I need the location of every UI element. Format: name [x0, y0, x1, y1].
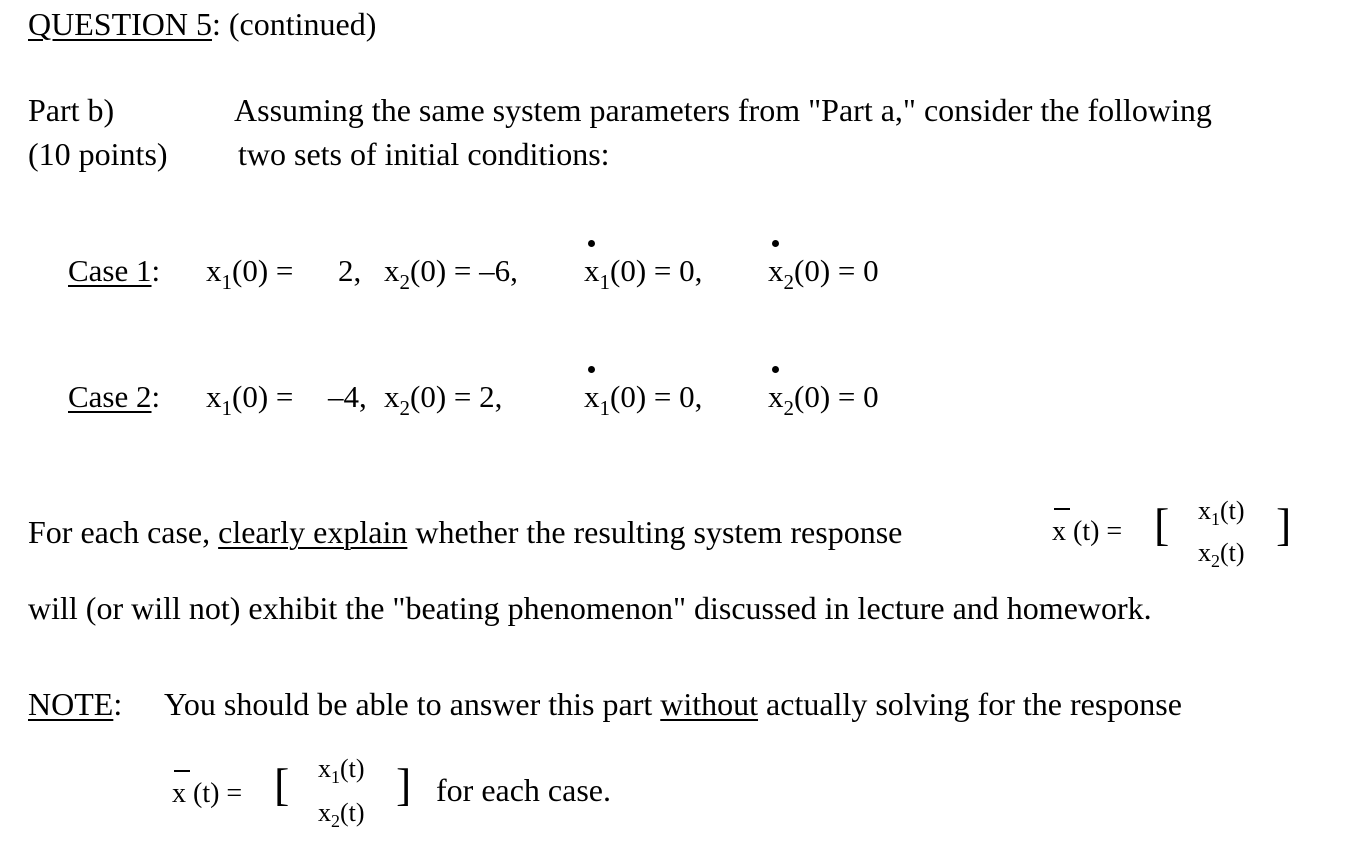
part-points: (10 points): [28, 136, 168, 172]
arg-zero: (0): [232, 379, 269, 414]
subscript-2: 2: [783, 270, 794, 294]
arg-t: (t): [340, 798, 365, 827]
arg-t: (t): [1220, 538, 1245, 567]
question-suffix: : (continued): [211, 6, 377, 42]
overbar: [1054, 508, 1070, 510]
explain-after: whether the resulting system response: [407, 514, 903, 550]
note-colon: :: [113, 686, 123, 722]
arg-zero: (0): [610, 253, 647, 288]
x-symbol: x: [206, 253, 222, 288]
open-bracket: [: [1154, 499, 1170, 550]
case-1-colon: :: [151, 253, 161, 288]
note-line: [28, 688, 122, 720]
case-1-x2: [384, 253, 518, 294]
vector-lhs: x (t) =: [1052, 516, 1123, 547]
case-2-colon: :: [151, 379, 161, 414]
close-bracket: ]: [396, 759, 412, 810]
explain-before: For each case,: [28, 514, 219, 550]
x-symbol: x: [1198, 496, 1211, 525]
arg-zero: (0): [610, 379, 647, 414]
case-2-x1-value: ‒4,: [328, 379, 367, 414]
case-1-x1-value: 2,: [338, 253, 362, 288]
subscript-1: 1: [1211, 509, 1220, 529]
case-2-xdot1: [584, 379, 703, 420]
case-2-x2-value: = 2,: [453, 379, 503, 414]
subscript-1: 1: [221, 270, 232, 294]
note-text: [164, 688, 1182, 720]
x-symbol: x: [1198, 538, 1211, 567]
note-tail: for each case.: [436, 772, 611, 808]
arg-zero: (0): [232, 253, 269, 288]
vector-bottom: [318, 798, 365, 831]
x-symbol: x: [384, 379, 400, 414]
vector-top: [318, 754, 365, 787]
case-1-label: Case 1: [68, 253, 152, 288]
note-label: NOTE: [28, 686, 114, 722]
note-before: You should be able to answer this part: [164, 686, 661, 722]
subscript-1: 1: [599, 270, 610, 294]
case-1-xdot2-value: = 0: [837, 253, 879, 288]
case-2-x2: [384, 379, 503, 420]
x-symbol: x: [384, 253, 400, 288]
subscript-2: 2: [399, 396, 410, 420]
case-2-xdot2-value: = 0: [837, 379, 879, 414]
x-symbol: x: [318, 798, 331, 827]
x-symbol: x: [318, 754, 331, 783]
vector-bottom: [1198, 538, 1245, 571]
equals: =: [275, 253, 294, 288]
case-1-row: [68, 253, 160, 289]
explain-underlined: clearly explain: [218, 514, 408, 550]
x-dot-symbol: x: [584, 253, 600, 288]
case-2-xdot2: [768, 379, 879, 420]
subscript-1: 1: [221, 396, 232, 420]
x-symbol: x: [206, 379, 222, 414]
question-title: QUESTION 5: [28, 6, 212, 42]
note-underlined: without: [660, 686, 759, 722]
case-1-xdot2: [768, 253, 879, 294]
equals: =: [275, 379, 294, 414]
x-dot-symbol: x: [768, 253, 784, 288]
vector-top: [1198, 496, 1245, 529]
part-text-line2: two sets of initial conditions:: [238, 136, 610, 172]
case-1-xdot1-value: = 0,: [653, 253, 703, 288]
vector-lhs: x (t) =: [172, 778, 243, 809]
case-2-xdot1-value: = 0,: [653, 379, 703, 414]
close-bracket: ]: [1276, 499, 1292, 550]
overbar: [174, 770, 190, 772]
case-1-x1: [206, 253, 294, 294]
case-1-xdot1: [584, 253, 703, 294]
arg-t: (t): [340, 754, 365, 783]
note-after: actually solving for the response: [758, 686, 1182, 722]
case-2-label: Case 2: [68, 379, 152, 414]
page-heading: [28, 8, 376, 40]
part-label: Part b): [28, 92, 115, 128]
arg-zero: (0): [794, 253, 831, 288]
case-2-x1: [206, 379, 294, 420]
arg-t: (t): [1220, 496, 1245, 525]
subscript-2: 2: [1211, 551, 1220, 571]
arg-zero: (0): [410, 253, 447, 288]
arg-zero: (0): [410, 379, 447, 414]
arg-zero: (0): [794, 379, 831, 414]
explain-line2: will (or will not) exhibit the "beating phenomenon" discussed in lecture and homework.: [28, 590, 1152, 626]
open-bracket: [: [274, 759, 290, 810]
subscript-1: 1: [599, 396, 610, 420]
case-1-x2-value: = ‒6,: [453, 253, 518, 288]
explain-line1: [28, 516, 902, 548]
subscript-1: 1: [331, 767, 340, 787]
x-dot-symbol: x: [584, 379, 600, 414]
subscript-2: 2: [399, 270, 410, 294]
part-text-line1: Assuming the same system parameters from "Part a," consider the following: [234, 92, 1212, 128]
x-dot-symbol: x: [768, 379, 784, 414]
subscript-2: 2: [331, 811, 340, 831]
subscript-2: 2: [783, 396, 794, 420]
case-2-row: [68, 379, 160, 415]
